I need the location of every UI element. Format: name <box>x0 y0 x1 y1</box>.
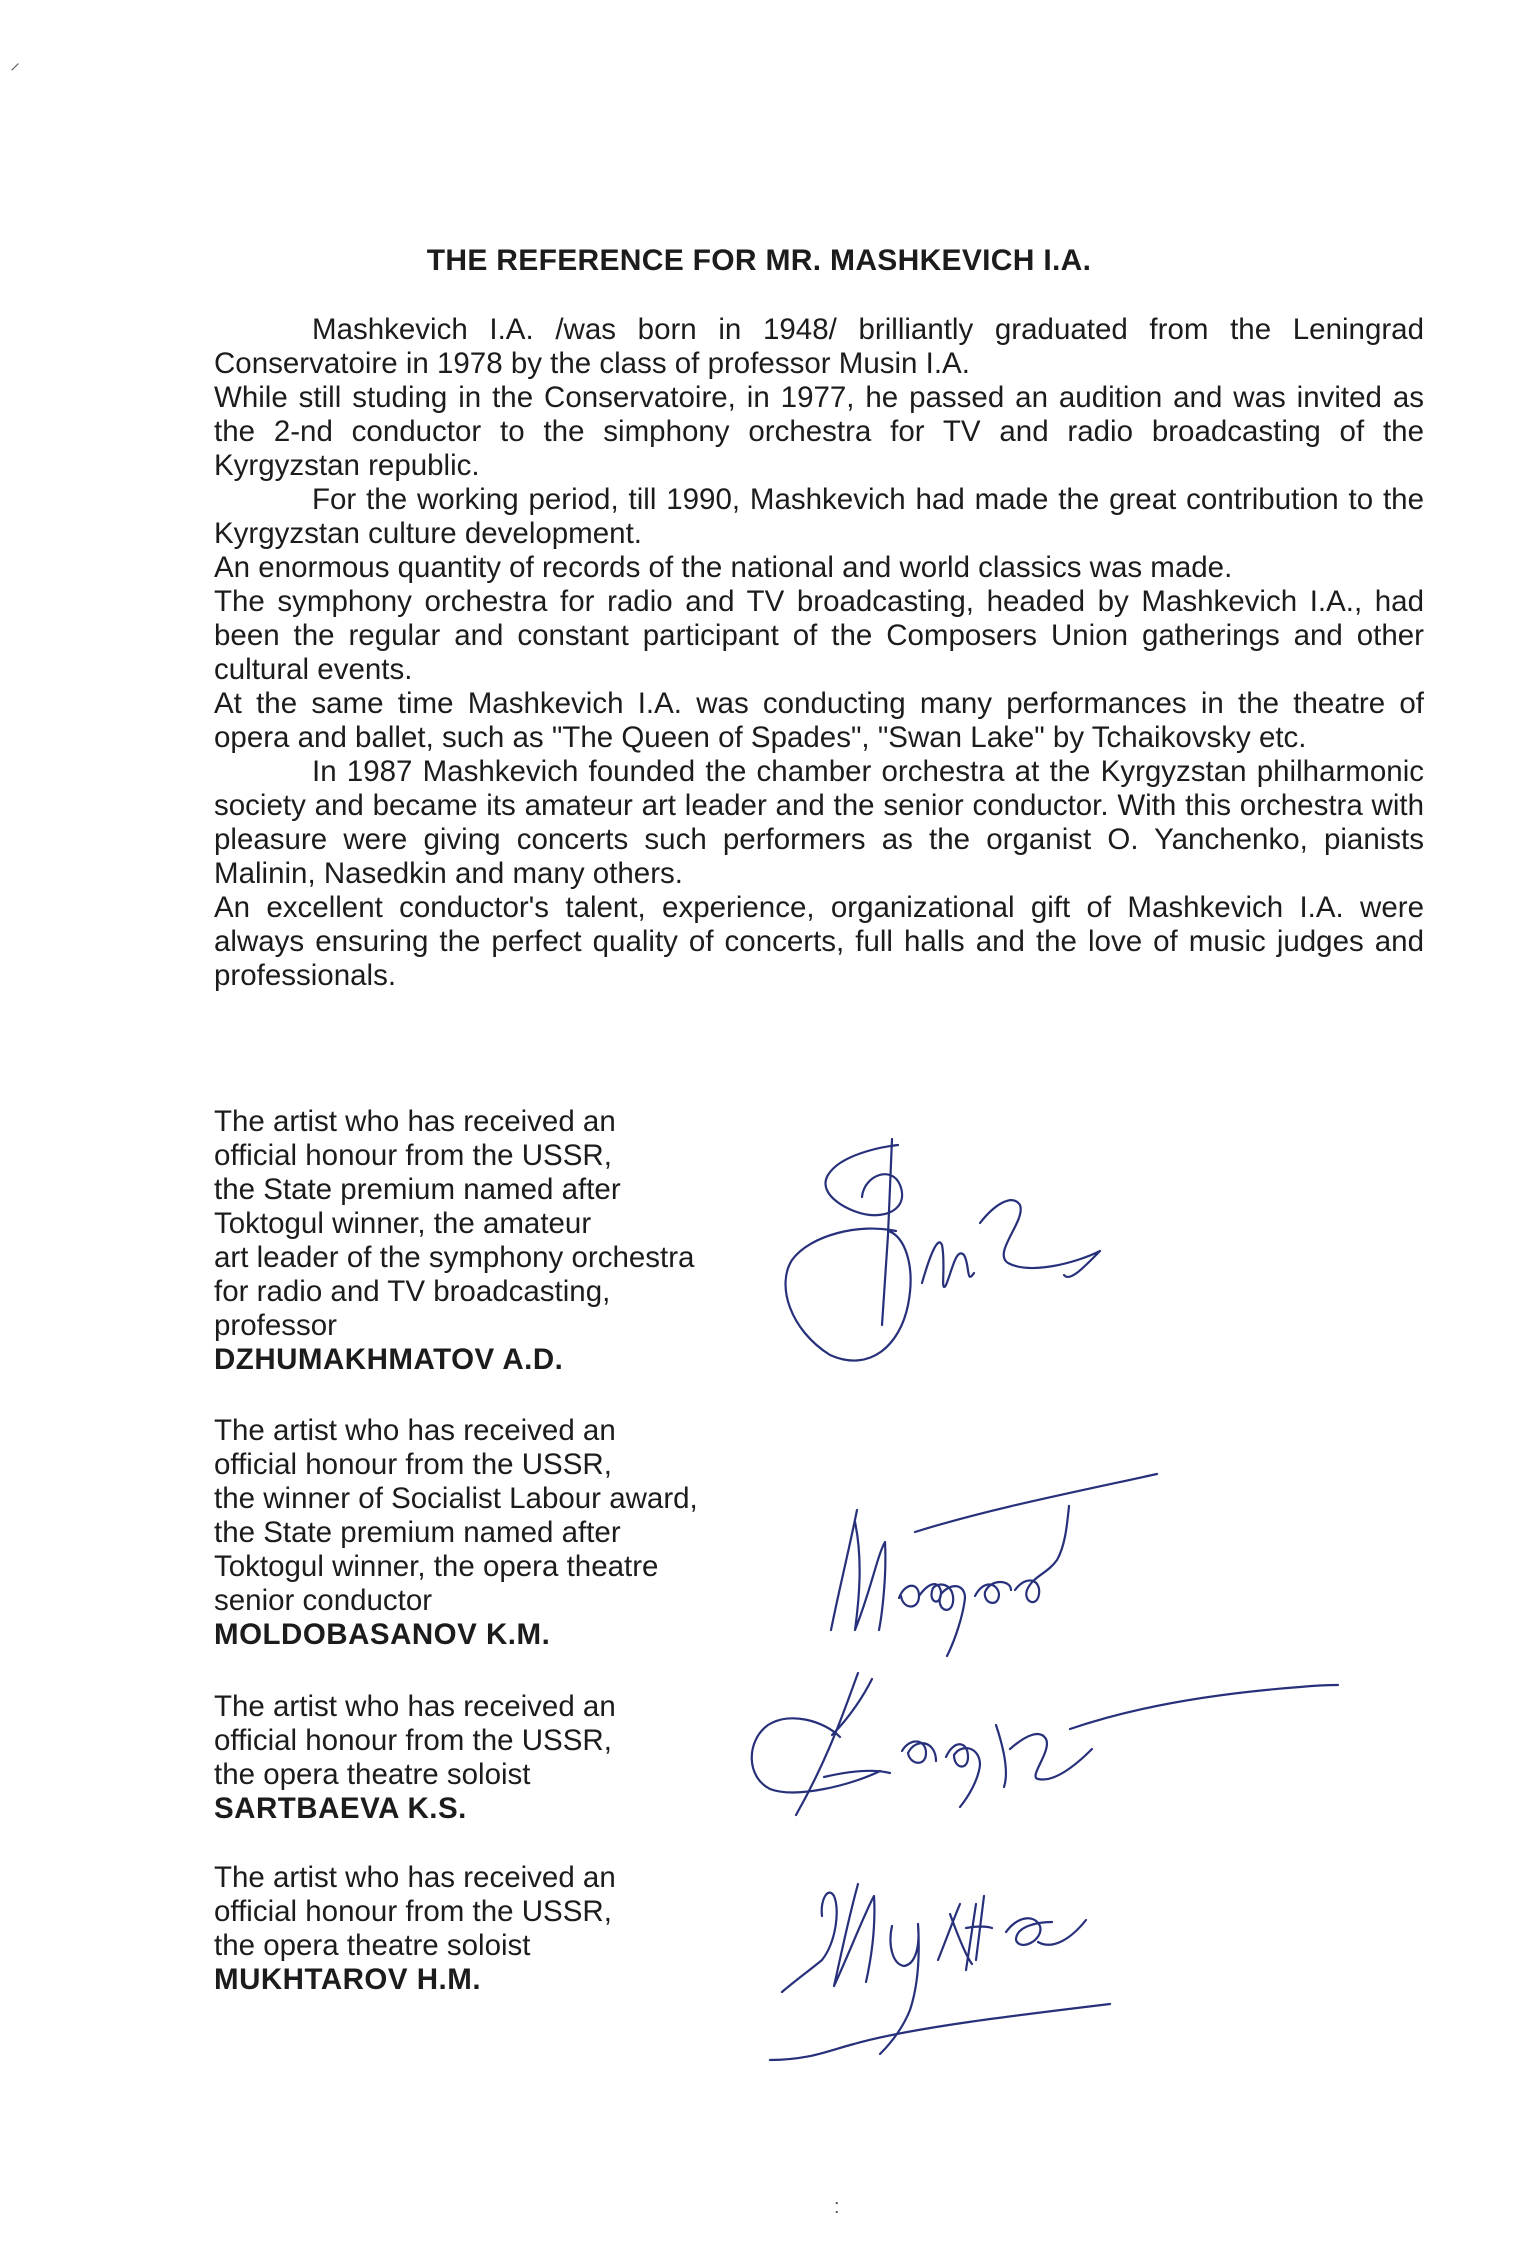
signer-role-line: the opera theatre soloist <box>214 1758 531 1791</box>
signer-role-line: the State premium named after <box>214 1173 621 1206</box>
signature-sartbaeva <box>740 1665 1340 1835</box>
paragraph-6: At the same time Mashkevich I.A. was conducting many performances in the theatre of opera and ballet, such as "The Queen of Spades", "Swan Lake" by Tchaikovsky etc. <box>214 687 1424 754</box>
signer-block-sartbaeva <box>214 1690 814 1826</box>
paragraph-7: In 1987 Mashkevich founded the chamber orchestra at the Kyrgyzstan philharmonic society and became its amateur art leader and the senior conductor. With this orchestra with pleasure were giving concerts such performers as the organist O. Yanchenko, pianists Malinin, Nasedkin and many others. <box>214 755 1424 890</box>
signer-role-line: professor <box>214 1309 337 1342</box>
document-title: THE REFERENCE FOR MR. MASHKEVICH I.A. <box>426 244 1092 277</box>
signer-name: SARTBAEVA K.S. <box>214 1792 467 1825</box>
signer-role-line: official honour from the USSR, <box>214 1448 612 1481</box>
signer-role-line: for radio and TV broadcasting, <box>214 1275 611 1308</box>
signer-block-dzhumakhmatov <box>214 1105 814 1377</box>
signer-role-line: The artist who has received an <box>214 1414 616 1447</box>
document-body <box>214 313 1424 993</box>
signer-block-moldobasanov <box>214 1414 814 1652</box>
signer-role-line: the opera theatre soloist <box>214 1929 531 1962</box>
signer-role-line: Toktogul winner, the opera theatre <box>214 1550 659 1583</box>
scan-speck: : <box>834 2196 840 2218</box>
paragraph-3: For the working period, till 1990, Mashkevich had made the great contribution to the Kyrgyzstan culture development. <box>214 483 1424 550</box>
signer-name: MOLDOBASANOV K.M. <box>214 1618 551 1651</box>
signer-role-line: The artist who has received an <box>214 1105 616 1138</box>
signature-dzhumakhmatov <box>780 1135 1120 1375</box>
scan-speck: ⸝ <box>10 52 20 74</box>
paragraph-2: While still studing in the Conservatoire, in 1977, he passed an audition and was invited as the 2-nd conductor to the simphony orchestra for TV and radio broadcasting of the Kyrgyzstan republic. <box>214 381 1424 482</box>
paragraph-4: An enormous quantity of records of the national and world classics was made. <box>214 551 1233 584</box>
signer-role-line: official honour from the USSR, <box>214 1895 612 1928</box>
paragraph-1: Mashkevich I.A. /was born in 1948/ brilliantly graduated from the Leningrad Conservatoire in 1978 by the class of professor Musin I.A. <box>214 313 1424 380</box>
signer-role-line: the State premium named after <box>214 1516 621 1549</box>
signer-role-line: The artist who has received an <box>214 1861 616 1894</box>
signer-block-mukhtarov <box>214 1861 814 1997</box>
signer-role-line: official honour from the USSR, <box>214 1724 612 1757</box>
paragraph-8: An excellent conductor's talent, experience, organizational gift of Mashkevich I.A. were always ensuring the perfect quality of concerts, full halls and the love of music judges and professionals. <box>214 891 1424 992</box>
signer-role-line: official honour from the USSR, <box>214 1139 612 1172</box>
signer-name: MUKHTAROV H.M. <box>214 1963 482 1996</box>
signature-mukhtarov <box>770 1860 1230 2060</box>
paragraph-5: The symphony orchestra for radio and TV broadcasting, headed by Mashkevich I.A., had been the regular and constant participant of the Composers Union gatherings and other cultural events. <box>214 585 1424 686</box>
signer-role-line: art leader of the symphony orchestra <box>214 1241 695 1274</box>
signer-name: DZHUMAKHMATOV A.D. <box>214 1343 564 1376</box>
signer-role-line: The artist who has received an <box>214 1690 616 1723</box>
signature-moldobasanov <box>815 1470 1175 1660</box>
signer-role-line: the winner of Socialist Labour award, <box>214 1482 698 1515</box>
signer-role-line: senior conductor <box>214 1584 433 1617</box>
signer-role-line: Toktogul winner, the amateur <box>214 1207 592 1240</box>
